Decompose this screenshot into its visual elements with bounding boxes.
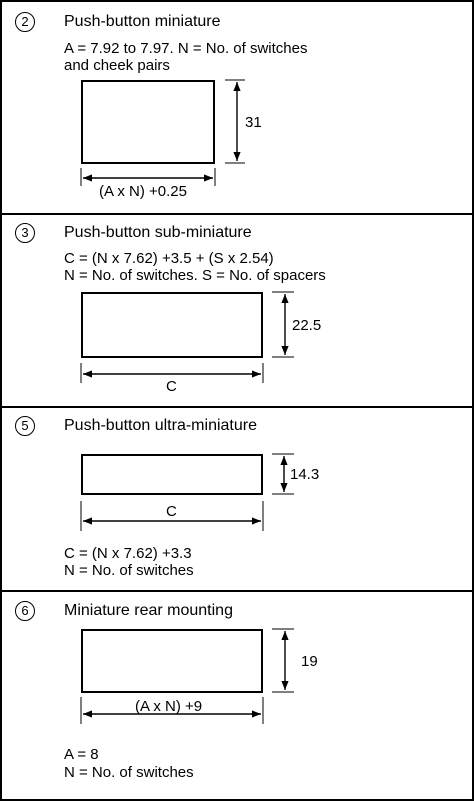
panel-number: 5 — [15, 416, 35, 436]
panel-title: Push-button miniature — [64, 13, 221, 30]
panel-number: 6 — [15, 601, 35, 621]
formula-line: N = No. of switches — [64, 562, 194, 579]
panel-push-button-ultra-miniature — [2, 408, 472, 592]
panel-title: Push-button ultra-miniature — [64, 417, 257, 434]
panel-number: 3 — [15, 223, 35, 243]
formula-line: and cheek pairs — [64, 57, 170, 74]
formula-line: A = 7.92 to 7.97. N = No. of switches — [64, 40, 308, 57]
width-dimension-label: (A x N) +0.25 — [99, 183, 187, 200]
panel-title: Miniature rear mounting — [64, 602, 233, 619]
formula-line: N = No. of switches. S = No. of spacers — [64, 267, 326, 284]
dimension-lines — [2, 215, 472, 408]
dimension-lines — [2, 2, 472, 215]
height-dimension-label: 22.5 — [292, 317, 322, 334]
panel-push-button-miniature — [2, 2, 472, 215]
formula-line: A = 8 — [64, 746, 99, 763]
height-dimension-label: 14.3 — [290, 466, 320, 483]
panel-push-button-sub-miniature — [2, 215, 472, 408]
height-dimension-label: 31 — [245, 114, 262, 131]
width-dimension-label: C — [166, 503, 177, 520]
formula-line: C = (N x 7.62) +3.3 — [64, 545, 192, 562]
width-dimension-label: C — [166, 378, 177, 395]
panel-number: 2 — [15, 12, 35, 32]
panel-title: Push-button sub-miniature — [64, 224, 252, 241]
height-dimension-label: 19 — [301, 653, 318, 670]
formula-line: N = No. of switches — [64, 764, 194, 781]
width-dimension-label: (A x N) +9 — [135, 698, 203, 715]
formula-line: C = (N x 7.62) +3.5 + (S x 2.54) — [64, 250, 274, 267]
panel-miniature-rear-mounting — [2, 592, 472, 799]
